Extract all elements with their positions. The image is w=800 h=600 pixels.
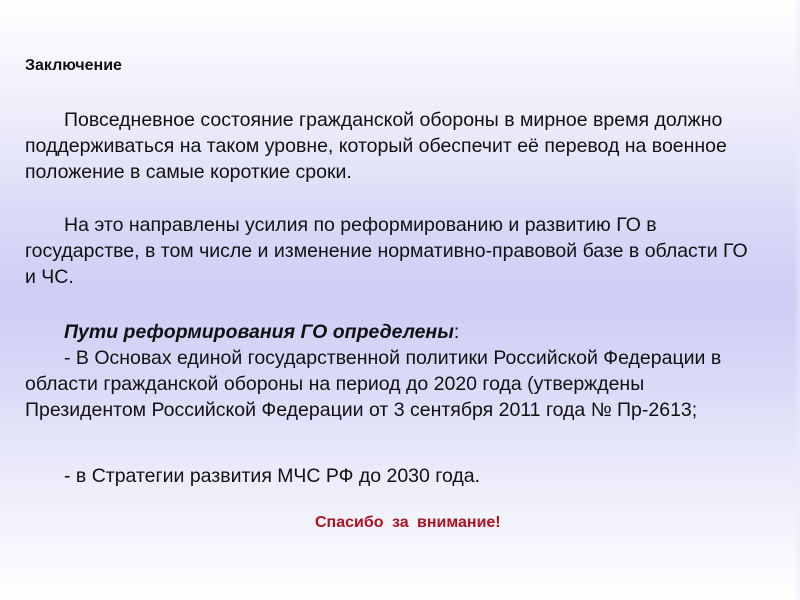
reform-paths-heading: Пути реформирования ГО определены xyxy=(64,321,454,343)
paragraph-text: На это направлены усилия по реформированию и развитию ГО в государстве, в том числе и изменение нормативно-правовой базе в области ГО и ЧС. xyxy=(25,214,748,288)
paragraph-peacetime-state xyxy=(25,107,755,185)
paragraph-reform-efforts xyxy=(25,212,755,290)
colon: : xyxy=(453,321,460,343)
list-item-mchs-strategy: - в Стратегии развития МЧС РФ до 2030 года. xyxy=(64,465,481,487)
paragraph-reform-paths xyxy=(25,319,755,423)
paragraph-text: Повседневное состояние гражданской обороны в мирное время должно поддерживаться на таком уровне, который обеспечит её перевод на военное положение в самые короткие сроки. xyxy=(25,109,727,183)
slide-heading: Заключение xyxy=(25,57,122,74)
slide-edge-decoration xyxy=(794,0,800,600)
list-item-state-policy: - В Основах единой государственной политики Российской Федерации в области гражданской обороны на период до 2020 года (утверждены Президентом Российской Федерации от 3 сентября 2011 года № Пр-2613; xyxy=(25,347,722,421)
closing-thanks: Спасибо за внимание! xyxy=(315,514,501,531)
paragraph-strategy xyxy=(25,463,755,489)
